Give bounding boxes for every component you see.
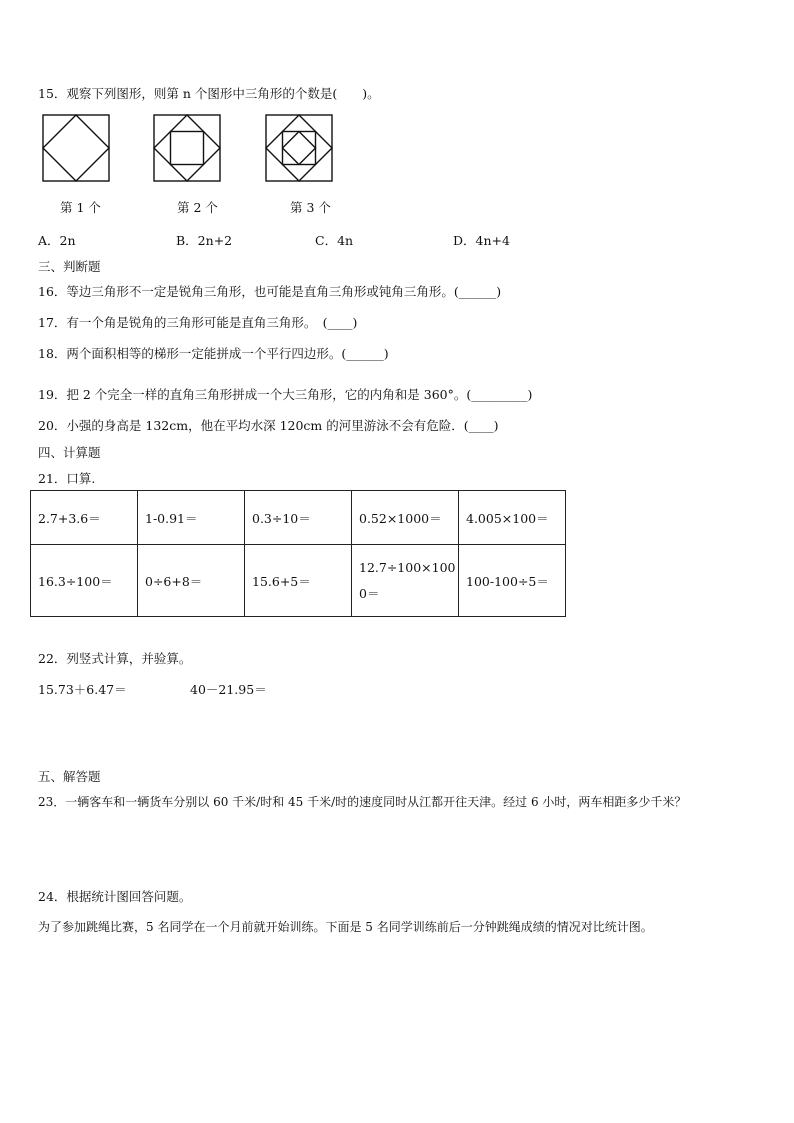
table-cell: 0÷6+8＝ [138,545,245,617]
judge-question-20: 20．小强的身高是 132cm，他在平均水深 120cm 的河里游泳不会有危险．(____) [38,418,499,433]
figure-2 [153,114,221,182]
vertical-calc-2: 40－21.95＝ [190,682,267,697]
figure-2-label: 第 2 个 [177,200,218,215]
table-cell: 100-100÷5＝ [459,545,566,617]
figure-3 [265,114,333,182]
judge-question-19: 19．把 2 个完全一样的直角三角形拼成一个大三角形，它的内角和是 360°。(_________) [38,387,533,402]
table-cell: 4.005×100＝ [459,491,566,545]
q15-text: 15．观察下列图形，则第 n 个图形中三角形的个数是( )。 [38,86,380,101]
judge-question-17: 17．有一个角是锐角的三角形可能是直角三角形。 (____) [38,315,358,330]
figure-3-label: 第 3 个 [290,200,331,215]
section-title-judge: 三、判断题 [38,259,101,274]
table-cell: 12.7÷100×1000＝ [352,545,459,617]
table-cell: 1-0.91＝ [138,491,245,545]
oral-calc-table [30,490,566,617]
table-cell: 0.3÷10＝ [245,491,352,545]
table-cell: 0.52×1000＝ [352,491,459,545]
table-cell: 15.6+5＝ [245,545,352,617]
option-a[interactable]: A．2n [38,233,76,248]
q24-description: 为了参加跳绳比赛，5 名同学在一个月前就开始训练。下面是 5 名同学训练前后一分钟跳绳成绩的情况对比统计图。 [38,920,653,934]
table-cell: 2.7+3.6＝ [31,491,138,545]
judge-question-16: 16．等边三角形不一定是锐角三角形，也可能是直角三角形或钝角三角形。(______) [38,284,502,299]
figure-1-label: 第 1 个 [60,200,101,215]
table-row [31,491,566,545]
option-c[interactable]: C．4n [315,233,354,248]
section-title-solve: 五、解答题 [38,769,101,784]
option-d[interactable]: D．4n+4 [453,233,510,248]
q21-title: 21．口算. [38,471,96,486]
vertical-calc-1: 15.73＋6.47＝ [38,682,127,697]
table-cell: 16.3÷100＝ [31,545,138,617]
table-row [31,545,566,617]
option-b[interactable]: B．2n+2 [176,233,233,248]
figure-1 [42,114,110,182]
judge-question-18: 18．两个面积相等的梯形一定能拼成一个平行四边形。(______) [38,346,389,361]
q24-title: 24．根据统计图回答问题。 [38,889,192,904]
q22-title: 22．列竖式计算，并验算。 [38,651,192,666]
q23-text: 23．一辆客车和一辆货车分别以 60 千米/时和 45 千米/时的速度同时从江都开往天津。经过 6 小时，两车相距多少千米？ [38,795,687,809]
section-title-calc: 四、计算题 [38,445,101,460]
